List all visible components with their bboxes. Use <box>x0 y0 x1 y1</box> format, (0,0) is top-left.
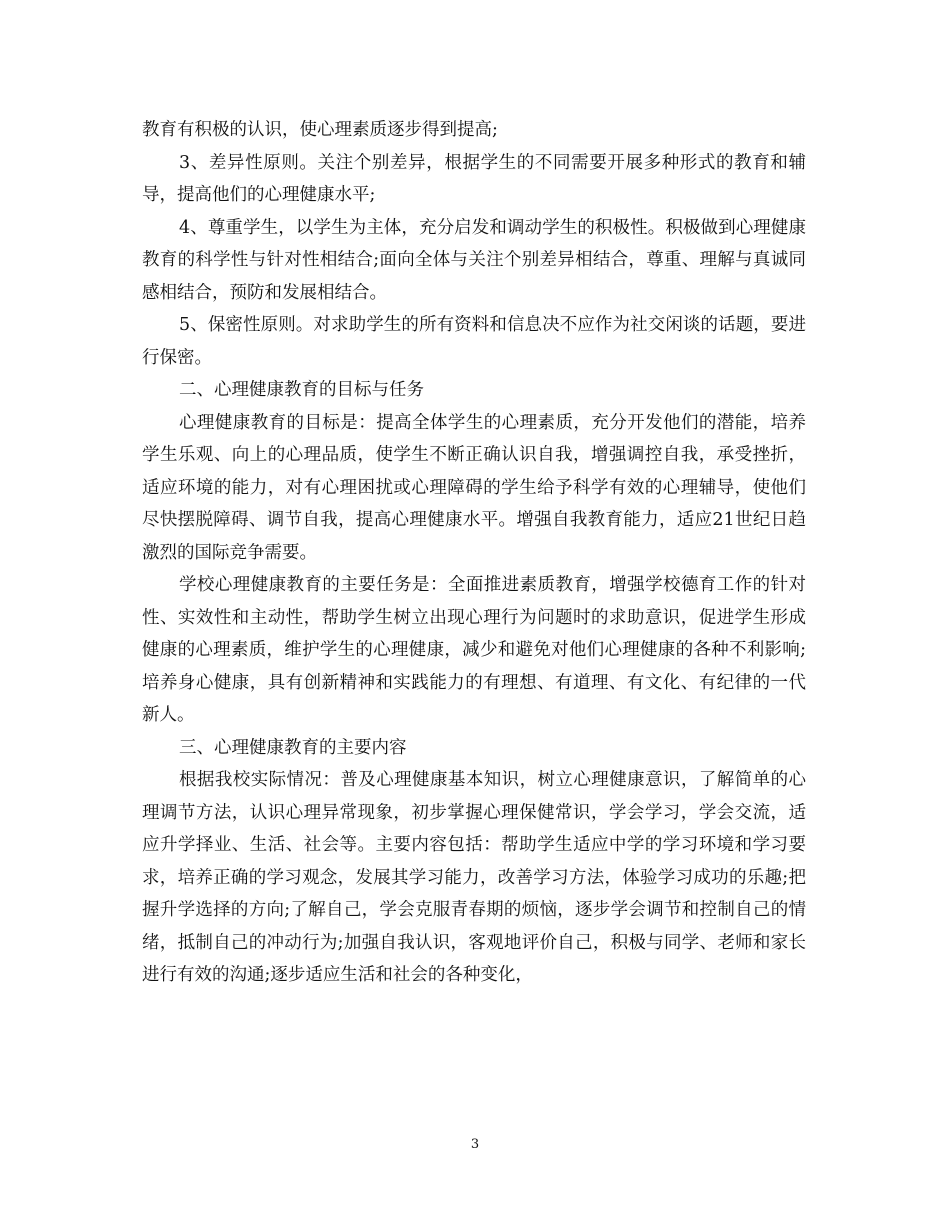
paragraph-content: 根据我校实际情况：普及心理健康基本知识，树立心理健康意识，了解简单的心理调节方法，认识心理异常现象，初步掌握心理保健常识，学会学习，学会交流，适应升学择业、生活、社会等。主要内容包括：帮助学生适应中学的学习环境和学习要求，培养正确的学习观念，发展其学习能力，改善学习方法，体验学习成功的乐趣;把握升学选择的方向;了解自己，学会克服青春期的烦恼，逐步学会调节和控制自己的情绪，抵制自己的冲动行为;加强自我认识，客观地评价自己，积极与同学、老师和家长进行有效的沟通;逐步适应生活和社会的各种变化， <box>142 770 806 985</box>
paragraph-principle-3: 3、差异性原则。关注个别差异，根据学生的不同需要开展多种形式的教育和辅导，提高他们的心理健康水平; <box>142 152 806 205</box>
section-heading-content: 三、心理健康教育的主要内容 <box>179 737 407 758</box>
document-body <box>142 114 806 992</box>
section-heading-goals: 二、心理健康教育的目标与任务 <box>179 380 424 400</box>
page-number: 3 <box>470 1137 480 1152</box>
paragraph-tasks: 学校心理健康教育的主要任务是：全面推进素质教育，增强学校德育工作的针对性、实效性和主动性，帮助学生树立出现心理行为问题时的求助意识，促进学生形成健康的心理素质，维护学生的心理健康，减少和避免对他们心理健康的各种不利影响;培养身心健康，具有创新精神和实践能力的有理想、有道理、有文化、有纪律的一代新人。 <box>142 575 806 725</box>
paragraph-continuation: 教育有积极的认识，使心理素质逐步得到提高; <box>142 120 498 140</box>
paragraph-goals: 心理健康教育的目标是：提高全体学生的心理素质，充分开发他们的潜能，培养学生乐观、向上的心理品质，使学生不断正确认识自我，增强调控自我，承受挫折，适应环境的能力，对有心理困扰或心理障碍的学生给予科学有效的心理辅导，使他们尽快摆脱障碍、调节自我，提高心理健康水平。增强自我教育能力，适应21世纪日趋激烈的国际竞争需要。 <box>142 412 806 563</box>
paragraph-principle-4: 4、尊重学生，以学生为主体，充分启发和调动学生的积极性。积极做到心理健康教育的科学性与针对性相结合;面向全体与关注个别差异相结合，尊重、理解与真诚同感相结合，预防和发展相结合。 <box>142 217 806 303</box>
paragraph-principle-5: 5、保密性原则。对求助学生的所有资料和信息决不应作为社交闲谈的话题，要进行保密。 <box>142 315 806 368</box>
